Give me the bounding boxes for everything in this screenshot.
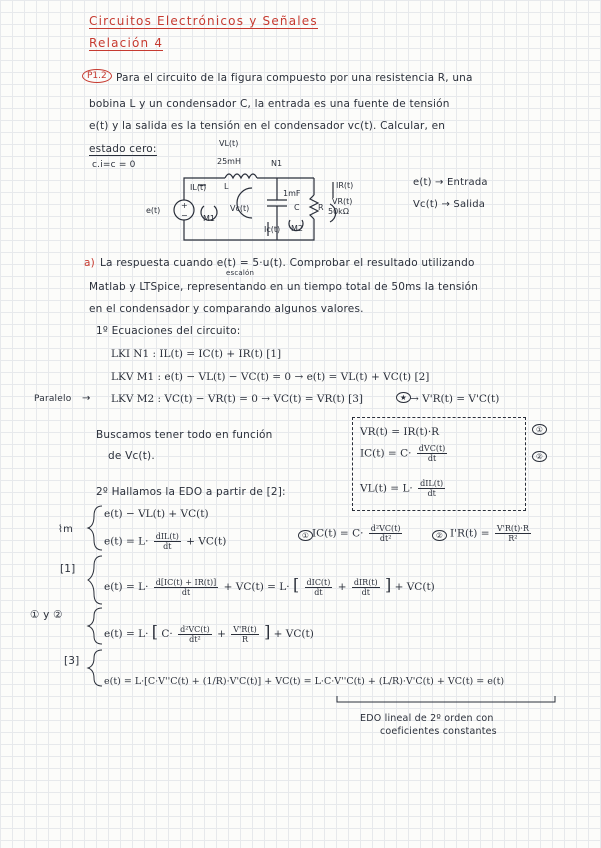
step2-eq3-b-num: dIR(t) xyxy=(353,577,378,587)
step2-eq3-mid: + VC(t) = L· xyxy=(223,581,290,593)
vr-label: VR(t) xyxy=(332,197,353,206)
step2-eq4-b-fraction xyxy=(231,625,258,644)
step2-eq2-den: dt xyxy=(163,542,172,551)
document-subtitle: Relación 4 xyxy=(89,36,164,50)
source-label: e(t) xyxy=(146,206,161,215)
box-capacitor-den: dt xyxy=(427,454,437,463)
deriv-ic xyxy=(312,524,404,543)
step2-eq3-plus: + xyxy=(337,581,347,593)
step2-eq4-a-fraction xyxy=(178,625,212,644)
step2-eq2 xyxy=(104,532,226,551)
step2-eq3-a-num: dIC(t) xyxy=(306,577,331,587)
box-inductor-den: dt xyxy=(427,489,436,498)
ref-one: [1] xyxy=(60,563,76,575)
box-capacitor-num: dVC(t) xyxy=(418,444,446,453)
ic-label: Ic(t) xyxy=(264,225,281,234)
deriv-ic-fraction xyxy=(369,524,403,543)
mark-one: ① xyxy=(532,424,547,435)
step2-eq2-fraction xyxy=(154,532,181,551)
step1-heading: 1º Ecuaciones del circuito: xyxy=(96,325,241,337)
vc-label: Vc(t) xyxy=(230,204,250,213)
box-inductor-fraction xyxy=(418,479,445,498)
step2-eq3-lhs: e(t) = L· xyxy=(104,581,149,593)
deriv-ir-num: V'R(t)·R xyxy=(496,524,529,533)
equation-m2-derivative: → V'R(t) = V'C(t) xyxy=(410,393,500,405)
step2-eq5: e(t) = L·[C·V''C(t) + (1/R)·V'C(t)] + VC(t) = L·C·V''C(t) + (L/R)·V'C(t) + VC(t) = e(t) xyxy=(104,676,505,687)
legend-input: e(t) → Entrada xyxy=(413,177,488,188)
box-capacitor-relation xyxy=(360,444,449,463)
deriv-ic-num: d²VC(t) xyxy=(370,524,401,533)
ir-label: IR(t) xyxy=(336,181,354,190)
step2-eq3-b-den: dt xyxy=(361,587,370,597)
box-inductor-num: dIL(t) xyxy=(420,479,444,488)
goal-line-2: de Vc(t). xyxy=(108,450,155,462)
box-capacitor-lhs: IC(t) = C· xyxy=(360,447,412,460)
il-label: IL(t) xyxy=(190,183,207,192)
step2-eq3-a-fraction xyxy=(305,578,333,597)
part-a-label: a) xyxy=(84,257,95,269)
circuit-diagram xyxy=(140,140,390,250)
box-capacitor-fraction xyxy=(417,444,447,463)
deriv-ir-lhs: I'R(t) = xyxy=(450,527,490,540)
source-minus: − xyxy=(181,211,188,220)
step2-eq3-den: dt xyxy=(181,587,191,597)
edo-note-2: coeficientes constantes xyxy=(380,726,497,737)
edo-note-1: EDO lineal de 2º orden con xyxy=(360,713,494,724)
vc-bracket xyxy=(237,188,252,218)
escalon-note: escalón xyxy=(226,269,255,277)
step2-eq4 xyxy=(104,622,314,644)
equation-lkv-m2: LKV M2 : VC(t) − VR(t) = 0 → VC(t) = VR(t) [3] xyxy=(111,393,364,405)
step2-eq4-rhs: + VC(t) xyxy=(273,628,314,640)
deriv-badge-two: ② xyxy=(432,530,447,541)
node-n1-label: N1 xyxy=(271,159,283,168)
document-title: Circuitos Electrónicos y Señales xyxy=(89,14,318,28)
paralelo-note: Paralelo xyxy=(34,394,72,404)
step2-eq4-b-den: R xyxy=(241,634,249,644)
step2-eq4-b-num: V'R(t) xyxy=(233,624,257,634)
step2-eq2-num: dIL(t) xyxy=(155,532,179,541)
capacitance-value: 1mF xyxy=(283,189,301,198)
problem-line-3: e(t) y la salida es la tensión en el condensador vc(t). Calcular, en xyxy=(89,120,446,132)
deriv-badge-one: ① xyxy=(298,530,313,541)
zero-state-note: c.i=c = 0 xyxy=(92,160,136,170)
step2-eq4-bracket-open: [ xyxy=(151,622,159,641)
mark-two: ② xyxy=(532,451,547,462)
ref-one-and-two: ① y ② xyxy=(30,609,63,621)
paralelo-arrow: → xyxy=(82,393,91,404)
step2-eq3-b-fraction xyxy=(352,578,380,597)
step2-eq3-fraction xyxy=(154,578,219,597)
deriv-ir xyxy=(450,524,533,543)
equation-lkv-m1: LKV M1 : e(t) − VL(t) − VC(t) = 0 → e(t) = VL(t) + VC(t) [2] xyxy=(111,371,430,383)
problem-badge: P1.2 xyxy=(82,69,112,83)
step2-eq3-rhs: + VC(t) xyxy=(394,581,435,593)
derivation-braces xyxy=(86,500,106,700)
box-resistor-relation: VR(t) = IR(t)·R xyxy=(360,426,440,438)
resistance-value: 50kΩ xyxy=(328,207,349,216)
part-a-line-2: Matlab y LTSpice, representando en un tiempo total de 50ms la tensión xyxy=(89,281,479,293)
step2-eq4-plus: + xyxy=(217,628,226,640)
box-inductor-relation xyxy=(360,479,447,498)
capacitor-label: C xyxy=(294,203,300,212)
problem-line-2: bobina L y un condensador C, la entrada es una fuente de tensión xyxy=(89,98,450,110)
step2-eq2-lhs: e(t) = L· xyxy=(104,535,149,548)
inductor-mark: ⌇m xyxy=(58,524,74,535)
mesh2-label: M2 xyxy=(291,224,303,233)
step2-eq3-a-den: dt xyxy=(314,587,323,597)
step2-eq3-bracket-open: [ xyxy=(292,575,300,594)
part-a-line-1: La respuesta cuando e(t) = 5·u(t). Comprobar el resultado utilizando xyxy=(100,257,475,269)
step2-eq2-rhs: + VC(t) xyxy=(186,535,227,548)
box-inductor-lhs: VL(t) = L· xyxy=(360,482,413,495)
inductance-value: 25mH xyxy=(217,157,241,166)
step2-eq4-c: C· xyxy=(161,628,173,640)
deriv-ic-lhs: IC(t) = C· xyxy=(312,527,364,540)
underbrace xyxy=(335,694,560,712)
problem-line-4: estado cero: xyxy=(89,143,157,155)
step2-eq4-a-den: dt² xyxy=(189,634,201,644)
step2-eq4-a-num: d²VC(t) xyxy=(180,624,210,634)
step2-heading: 2º Hallamos la EDO a partir de [2]: xyxy=(96,486,286,498)
inductor-symbol xyxy=(225,174,257,178)
step2-eq3-bracket-close: ] xyxy=(385,575,392,594)
star-badge: ★ xyxy=(396,392,411,403)
equation-lki-n1: LKI N1 : IL(t) = IC(t) + IR(t) [1] xyxy=(111,348,282,360)
goal-line-1: Buscamos tener todo en función xyxy=(96,429,273,441)
deriv-ir-fraction xyxy=(495,524,531,543)
part-a-line-3: en el condensador y comparando algunos valores. xyxy=(89,303,364,315)
resistor-symbol xyxy=(310,195,318,219)
deriv-ic-den: dt² xyxy=(379,534,392,543)
inductor-label: L xyxy=(224,182,229,191)
problem-line-1: Para el circuito de la figura compuesto por una resistencia R, una xyxy=(116,72,473,84)
deriv-ir-den: R² xyxy=(508,534,518,543)
step2-eq1: e(t) − VL(t) + VC(t) xyxy=(104,508,209,520)
mesh1-label: M1 xyxy=(203,214,215,223)
vl-label: VL(t) xyxy=(219,140,239,148)
step2-eq4-lhs: e(t) = L· xyxy=(104,628,149,640)
step2-eq3 xyxy=(104,575,435,597)
step2-eq3-num: d[IC(t) + IR(t)] xyxy=(155,577,217,587)
legend-output: Vc(t) → Salida xyxy=(413,199,486,210)
ref-three: [3] xyxy=(64,655,80,667)
resistor-label: R xyxy=(318,203,324,212)
step2-eq4-bracket-close: ] xyxy=(264,622,271,641)
source-plus: + xyxy=(181,201,188,210)
